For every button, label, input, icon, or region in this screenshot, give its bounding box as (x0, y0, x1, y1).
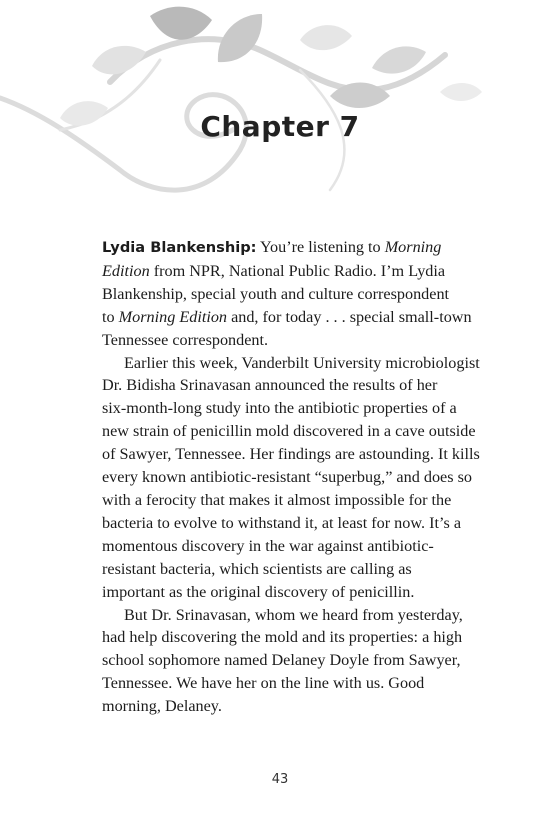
text-line: new strain of penicillin mold discovered in a cave outside (102, 422, 476, 441)
text-line: Edition from NPR, National Public Radio. I’m Lydia (102, 261, 446, 280)
text-line: of Sawyer, Tennessee. Her findings are astounding. It kills (102, 445, 480, 464)
paragraph (102, 604, 474, 719)
text-line: six-month-long study into the antibiotic properties of a (102, 399, 457, 418)
text-line: But Dr. Srinavasan, whom we heard from yesterday, (124, 605, 463, 624)
text-line: had help discovering the mold and its properties: a high (102, 628, 463, 647)
text-line: resistant bacteria, which scientists are calling as (102, 559, 412, 578)
vine-ornament (0, 0, 560, 200)
paragraph (102, 236, 474, 352)
text-line: important as the original discovery of penicillin. (102, 582, 415, 601)
text-line: morning, Delaney. (102, 697, 222, 716)
text-line: momentous discovery in the war against antibiotic- (102, 536, 434, 555)
chapter-body (102, 236, 480, 718)
text-line: Lydia Blankenship: You’re listening to Morning (102, 238, 442, 256)
text-line: school sophomore named Delaney Doyle from Sawyer, (102, 651, 461, 670)
text-line: Dr. Bidisha Srinavasan announced the results of her (102, 376, 438, 395)
paragraph (102, 352, 480, 604)
text-line: every known antibiotic-resistant “superbug,” and does so (102, 468, 472, 487)
text-line: Tennessee. We have her on the line with us. Good (102, 674, 425, 693)
text-line: Blankenship, special youth and culture correspondent (102, 284, 450, 303)
text-line: Tennessee correspondent. (102, 330, 269, 349)
page-number: 43 (271, 772, 289, 787)
text-line: to Morning Edition and, for today . . . special small-town (102, 307, 472, 326)
vine-leaves (60, 7, 482, 126)
text-line: with a ferocity that makes it almost impossible for the (102, 490, 452, 509)
chapter-title: Chapter 7 (200, 110, 360, 143)
text-line: Earlier this week, Vanderbilt University microbiologist (124, 353, 480, 372)
speaker-label: Lydia Blankenship: (102, 239, 257, 256)
text-line: bacteria to evolve to withstand it, at least for now. It’s a (102, 513, 462, 532)
